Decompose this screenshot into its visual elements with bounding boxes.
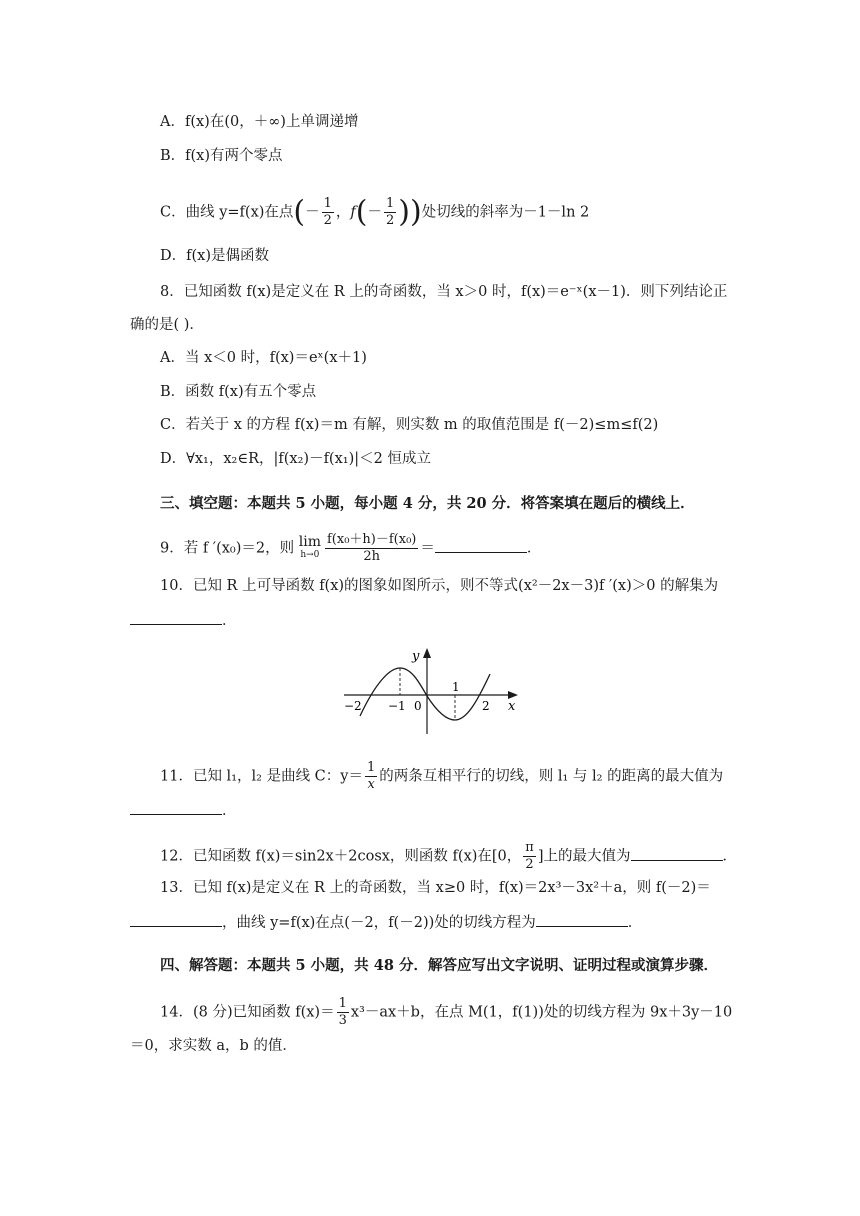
q9-answer-blank[interactable] [435,538,527,553]
tick-label-neg2: −2 [344,699,362,713]
q8-option-a: A．当 x＜0 时，f(x)＝eˣ(x＋1) [160,350,367,366]
q14-line2: ＝0，求实数 a，b 的值． [130,1038,297,1054]
q13-answer-blank-1[interactable] [130,912,222,927]
q8-option-b: B．函数 f(x)有五个零点 [160,384,317,400]
q9-equals: ＝ [420,540,435,557]
q9-pre: 9．若 f ′(x₀)＝2，则 [160,540,295,557]
q13-line2: ，曲线 y=f(x)在点(－2，f(－2))处的切线方程为 ． [130,912,642,933]
q8-stem-line1: 8．已知函数 f(x)是定义在 R 上的奇函数，当 x＞0 时，f(x)＝e⁻ˣ(x－1)．则下列结论正 [160,284,728,300]
q13-line1: 13．已知 f(x)是定义在 R 上的奇函数，当 x≥0 时，f(x)＝2x³－3x²＋a，则 f(－2)＝ [160,880,711,896]
x-axis-arrow [508,691,518,699]
q9-lim-sub: h→0 [300,549,320,560]
q9-lim: lim [298,533,321,550]
q10-line2: ． [130,610,237,631]
q7-option-c: C．曲线 y=f(x)在点(－ $\frac{1}{2}$ ，f(－ $\frac{1}{2}$ ))处切线的斜率为－1－ln 2 [160,194,590,230]
q14-line1: 14．(8 分)已知函数 f(x)＝ $\frac{1}{3}$ x³－ax＋b，在点 M(1，f(1))处的切线方程为 9x＋3y－10 [160,996,733,1028]
q7-option-c-post: 处切线的斜率为－1－ln 2 [421,204,590,221]
q9-numerator: f(x₀＋h)－f(x₀) [326,532,417,547]
q10-answer-blank[interactable] [130,610,222,625]
q7-option-c-pre: C．曲线 y=f(x)在点 [160,204,294,221]
q12: 12．已知函数 f(x)＝sin2x＋2cosx，则函数 f(x)在[0， $\frac{\pi}{2}$ ]上的最大值为 ． [160,840,737,872]
x-axis-label: x [508,699,516,714]
q12-answer-blank[interactable] [631,846,723,861]
q11-line2: ． [130,800,237,821]
tick-label-neg1: −1 [388,699,406,713]
q8-stem-line2: 确的是( )． [130,317,204,333]
q7-option-d: D．f(x)是偶函数 [160,248,269,264]
tick-label-1: 1 [452,680,460,694]
section-3-heading: 三、填空题：本题共 5 小题，每小题 4 分，共 20 分．将答案填在题后的横线上． [160,495,695,512]
tick-label-2: 2 [482,699,490,713]
q10-function-graph [338,646,528,738]
tick-label-0: 0 [414,699,422,713]
section-4-heading: 四、解答题：本题共 5 小题，共 48 分．解答应写出文字说明、证明过程或演算步骤． [160,957,718,974]
q13-answer-blank-2[interactable] [536,912,628,927]
y-axis-label: y [412,649,420,664]
q11-answer-blank[interactable] [130,800,222,815]
q11-line1: 11．已知 l₁，l₂ 是曲线 C：y＝ $\frac{1}{x}$ 的两条互相平行的切线，则 l₁ 与 l₂ 的距离的最大值为 [160,760,724,792]
q8-option-c: C．若关于 x 的方程 f(x)＝m 有解，则实数 m 的取值范围是 f(－2)≤m≤f(2) [160,417,659,433]
q9: 9．若 f ′(x₀)＝2，则 lim h→0 $\frac{\text{f(x₀＋h)－f(x₀)}}{2h}$ ＝ ． [160,532,542,564]
q7-option-a: A．f(x)在(0，＋∞)上单调递增 [160,114,359,130]
q7-option-b: B．f(x)有两个零点 [160,148,283,164]
q10-line1: 10．已知 R 上可导函数 f(x)的图象如图所示，则不等式(x²－2x－3)f ′(x)＞0 的解集为 [160,578,719,594]
y-axis-arrow [423,648,431,658]
function-curve [360,668,490,720]
q8-option-d: D．∀x₁，x₂∈R，|f(x₂)－f(x₁)|＜2 恒成立 [160,451,431,467]
q9-denominator: 2h [363,549,380,564]
